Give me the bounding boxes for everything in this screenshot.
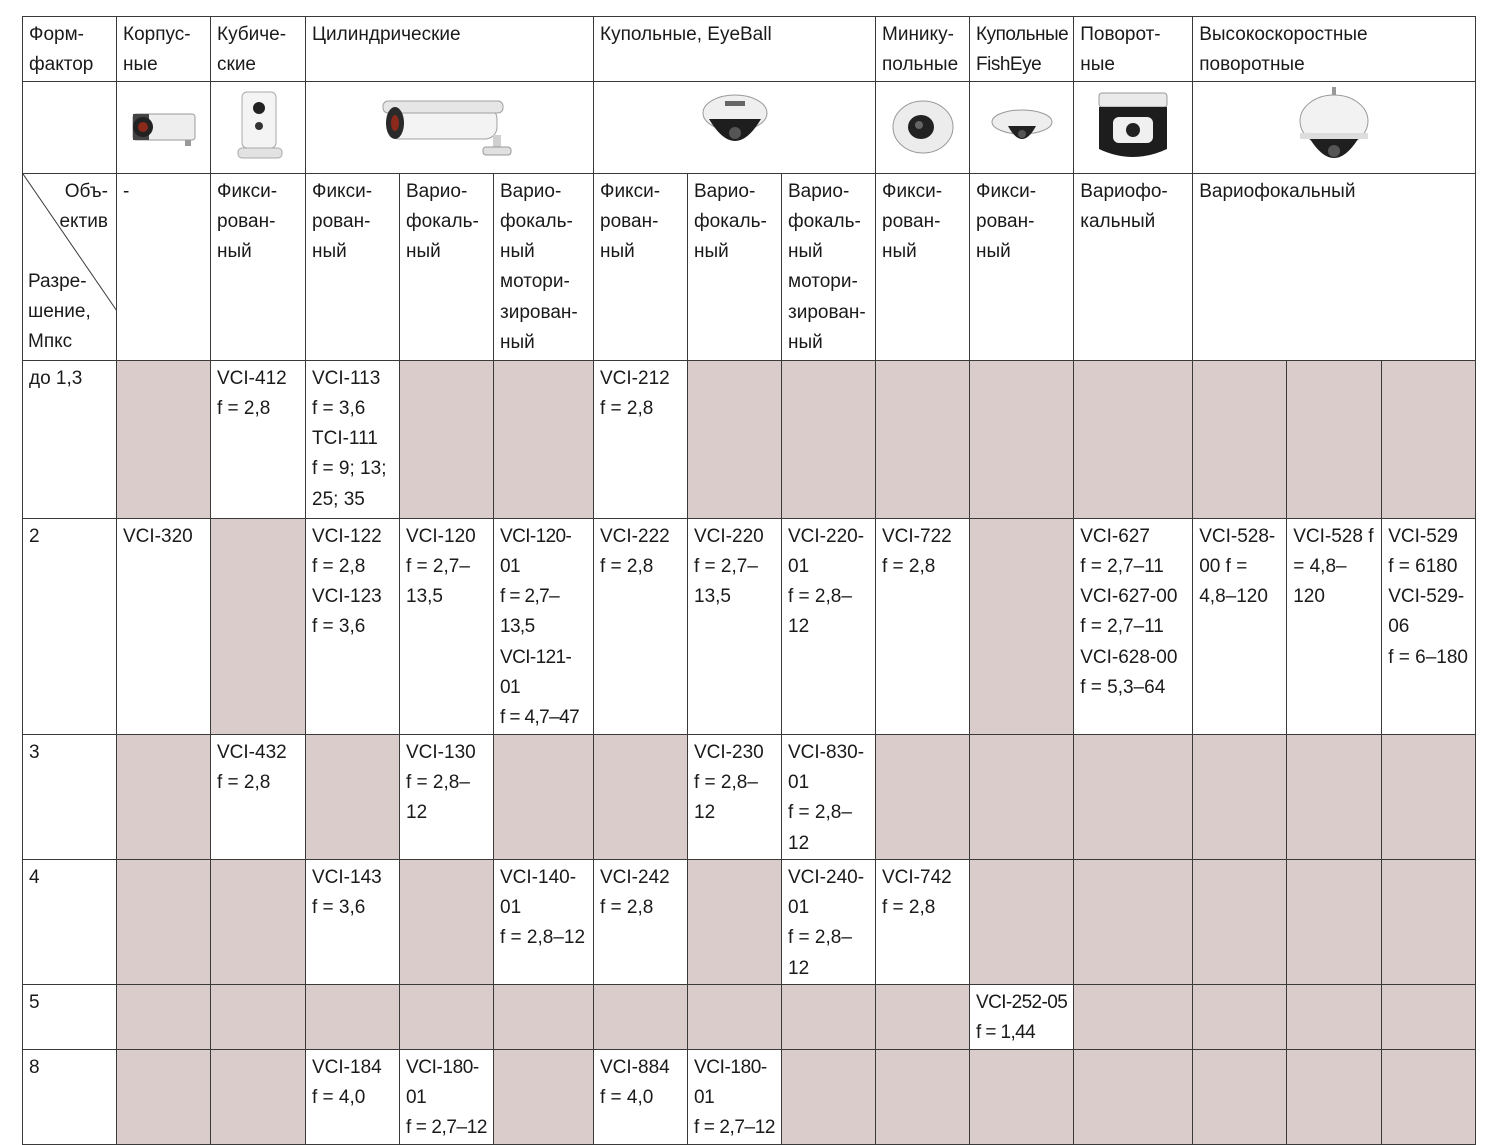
resolution-axis-label: Разре- шение, Мпкс <box>28 270 91 353</box>
model-cell <box>400 360 494 518</box>
lens-cube: Фикси- рован- ный <box>211 173 306 360</box>
header-type-row <box>23 17 1476 82</box>
model-cell <box>211 1049 306 1144</box>
model-cell <box>494 734 594 859</box>
model-cell <box>782 360 876 518</box>
model-cell: VCI-122 f = 2,8 VCI-123 f = 3,6 <box>306 518 400 734</box>
model-cell <box>876 360 970 518</box>
resolution-label: 5 <box>23 985 117 1050</box>
model-cell <box>1193 1049 1287 1144</box>
model-cell: VCI-884 f = 4,0 <box>594 1049 688 1144</box>
model-cell: VCI-113 f = 3,6 TCI-111 f = 9; 13; 25; 35 <box>306 360 400 518</box>
lens-cyl-fixed: Фикси- рован- ный <box>306 173 400 360</box>
model-cell <box>1287 360 1382 518</box>
table-row <box>23 985 1476 1050</box>
model-cell <box>117 985 211 1050</box>
lens-type-row <box>23 173 1476 360</box>
table-row <box>23 859 1476 984</box>
model-cell: VCI-140-01 f = 2,8–12 <box>494 859 594 984</box>
model-cell <box>400 985 494 1050</box>
model-cell <box>876 985 970 1050</box>
model-cell <box>117 360 211 518</box>
lens-dome-vari: Варио- фокаль- ный <box>688 173 782 360</box>
model-cell: VCI-242 f = 2,8 <box>594 859 688 984</box>
model-cell: VCI-529 f = 6180 VCI-529- 06 f = 6–180 <box>1382 518 1476 734</box>
model-cell <box>494 985 594 1050</box>
model-cell: VCI-722 f = 2,8 <box>876 518 970 734</box>
model-cell <box>1382 985 1476 1050</box>
model-cell <box>1074 360 1193 518</box>
model-cell <box>211 518 306 734</box>
model-cell: VCI-220 f = 2,7– 13,5 <box>688 518 782 734</box>
model-cell <box>494 360 594 518</box>
model-cell: VCI-143 f = 3,6 <box>306 859 400 984</box>
model-cell: VCI-220- 01 f = 2,8–12 <box>782 518 876 734</box>
model-cell <box>1074 985 1193 1050</box>
model-cell: VCI-240- 01 f = 2,8–12 <box>782 859 876 984</box>
model-cell <box>1074 1049 1193 1144</box>
table-row <box>23 518 1476 734</box>
box-camera-icon <box>117 81 211 173</box>
type-header-dome: Купольные, EyeBall <box>594 17 876 82</box>
lens-dome-vari-motor: Варио- фокаль- ный мотори- зирован- ный <box>782 173 876 360</box>
form-factor-header: Форм- фактор <box>23 17 117 82</box>
model-cell: VCI-320 <box>117 518 211 734</box>
lens-korpus: - <box>117 173 211 360</box>
lens-ptz: Вариофо- кальный <box>1074 173 1193 360</box>
model-cell <box>688 360 782 518</box>
type-header-cylindrical: Цилиндрические <box>306 17 594 82</box>
model-cell: VCI-412 f = 2,8 <box>211 360 306 518</box>
model-cell <box>594 734 688 859</box>
model-cell <box>1074 734 1193 859</box>
model-cell <box>1382 360 1476 518</box>
model-cell <box>1287 859 1382 984</box>
model-cell: VCI-120 f = 2,7– 13,5 <box>400 518 494 734</box>
model-cell <box>400 859 494 984</box>
mini-dome-camera-icon <box>876 81 970 173</box>
dome-camera-icon <box>594 81 876 173</box>
model-cell <box>117 734 211 859</box>
type-header-ptz: Поворот- ные <box>1074 17 1193 82</box>
ptz-camera-icon <box>1074 81 1193 173</box>
model-cell <box>1193 734 1287 859</box>
model-cell <box>782 1049 876 1144</box>
model-cell <box>1193 859 1287 984</box>
model-cell: VCI-830- 01 f = 2,8–12 <box>782 734 876 859</box>
model-cell <box>782 985 876 1050</box>
model-cell <box>970 518 1074 734</box>
model-cell <box>117 859 211 984</box>
model-cell: VCI-230 f = 2,8–12 <box>688 734 782 859</box>
lens-cyl-vari-motor: Варио- фокаль- ный мотори- зирован- ный <box>494 173 594 360</box>
resolution-label: до 1,3 <box>23 360 117 518</box>
lens-dome-fixed: Фикси- рован- ный <box>594 173 688 360</box>
model-cell <box>1287 734 1382 859</box>
model-cell <box>1382 734 1476 859</box>
empty-image-cell <box>23 81 117 173</box>
model-cell <box>117 1049 211 1144</box>
model-cell: VCI-742 f = 2,8 <box>876 859 970 984</box>
model-cell <box>1382 1049 1476 1144</box>
model-cell <box>1287 1049 1382 1144</box>
model-cell: VCI-184 f = 4,0 <box>306 1049 400 1144</box>
model-cell <box>306 734 400 859</box>
model-cell <box>1074 859 1193 984</box>
speed-dome-camera-icon <box>1193 81 1476 173</box>
type-header-korpus: Корпус- ные <box>117 17 211 82</box>
table-row <box>23 360 1476 518</box>
model-cell <box>1287 985 1382 1050</box>
model-cell: VCI-120-01 f = 2,7–13,5 VCI-121-01 f = 4,7–47 <box>494 518 594 734</box>
model-cell: VCI-432 f = 2,8 <box>211 734 306 859</box>
table-row <box>23 734 1476 859</box>
fisheye-camera-icon <box>970 81 1074 173</box>
model-cell <box>306 985 400 1050</box>
model-cell: VCI-180-01 f = 2,7–12 <box>688 1049 782 1144</box>
type-header-minidome: Минику- польные <box>876 17 970 82</box>
header-image-row <box>23 81 1476 173</box>
model-cell <box>1382 859 1476 984</box>
model-cell <box>970 360 1074 518</box>
model-cell: VCI-212 f = 2,8 <box>594 360 688 518</box>
type-header-cube: Кубиче- ские <box>211 17 306 82</box>
table-row <box>23 1049 1476 1144</box>
camera-comparison-table <box>22 16 1476 1145</box>
bullet-camera-icon <box>306 81 594 173</box>
model-cell <box>1193 360 1287 518</box>
lens-cyl-vari: Варио- фокаль- ный <box>400 173 494 360</box>
type-header-speed: Высокоскоростные поворотные <box>1193 17 1476 82</box>
cube-camera-icon <box>211 81 306 173</box>
lens-fisheye: Фикси- рован- ный <box>970 173 1074 360</box>
model-cell <box>970 734 1074 859</box>
type-header-fisheye: Купольные FishEye <box>970 17 1074 82</box>
lens-axis-label: Объ- ектив <box>59 180 108 232</box>
model-cell <box>1193 985 1287 1050</box>
model-cell: VCI-180-01 f = 2,7–12 <box>400 1049 494 1144</box>
resolution-label: 4 <box>23 859 117 984</box>
model-cell <box>211 985 306 1050</box>
model-cell <box>688 859 782 984</box>
lens-minidome: Фикси- рован- ный <box>876 173 970 360</box>
model-cell: VCI-222 f = 2,8 <box>594 518 688 734</box>
lens-speed: Вариофокальный <box>1193 173 1476 360</box>
model-cell <box>876 734 970 859</box>
model-cell: VCI-130 f = 2,8–12 <box>400 734 494 859</box>
resolution-label: 8 <box>23 1049 117 1144</box>
lens-resolution-corner <box>23 173 117 360</box>
model-cell <box>970 859 1074 984</box>
model-cell: VCI-528 f = 4,8–120 <box>1287 518 1382 734</box>
model-cell: VCI-627 f = 2,7–11 VCI-627-00 f = 2,7–11 VCI-628-00 f = 5,3–64 <box>1074 518 1193 734</box>
resolution-label: 2 <box>23 518 117 734</box>
model-cell: VCI-252-05 f = 1,44 <box>970 985 1074 1050</box>
model-cell <box>594 985 688 1050</box>
resolution-label: 3 <box>23 734 117 859</box>
model-cell <box>970 1049 1074 1144</box>
model-cell <box>688 985 782 1050</box>
model-cell <box>211 859 306 984</box>
model-cell: VCI-528- 00 f = 4,8–120 <box>1193 518 1287 734</box>
model-cell <box>876 1049 970 1144</box>
model-cell <box>494 1049 594 1144</box>
